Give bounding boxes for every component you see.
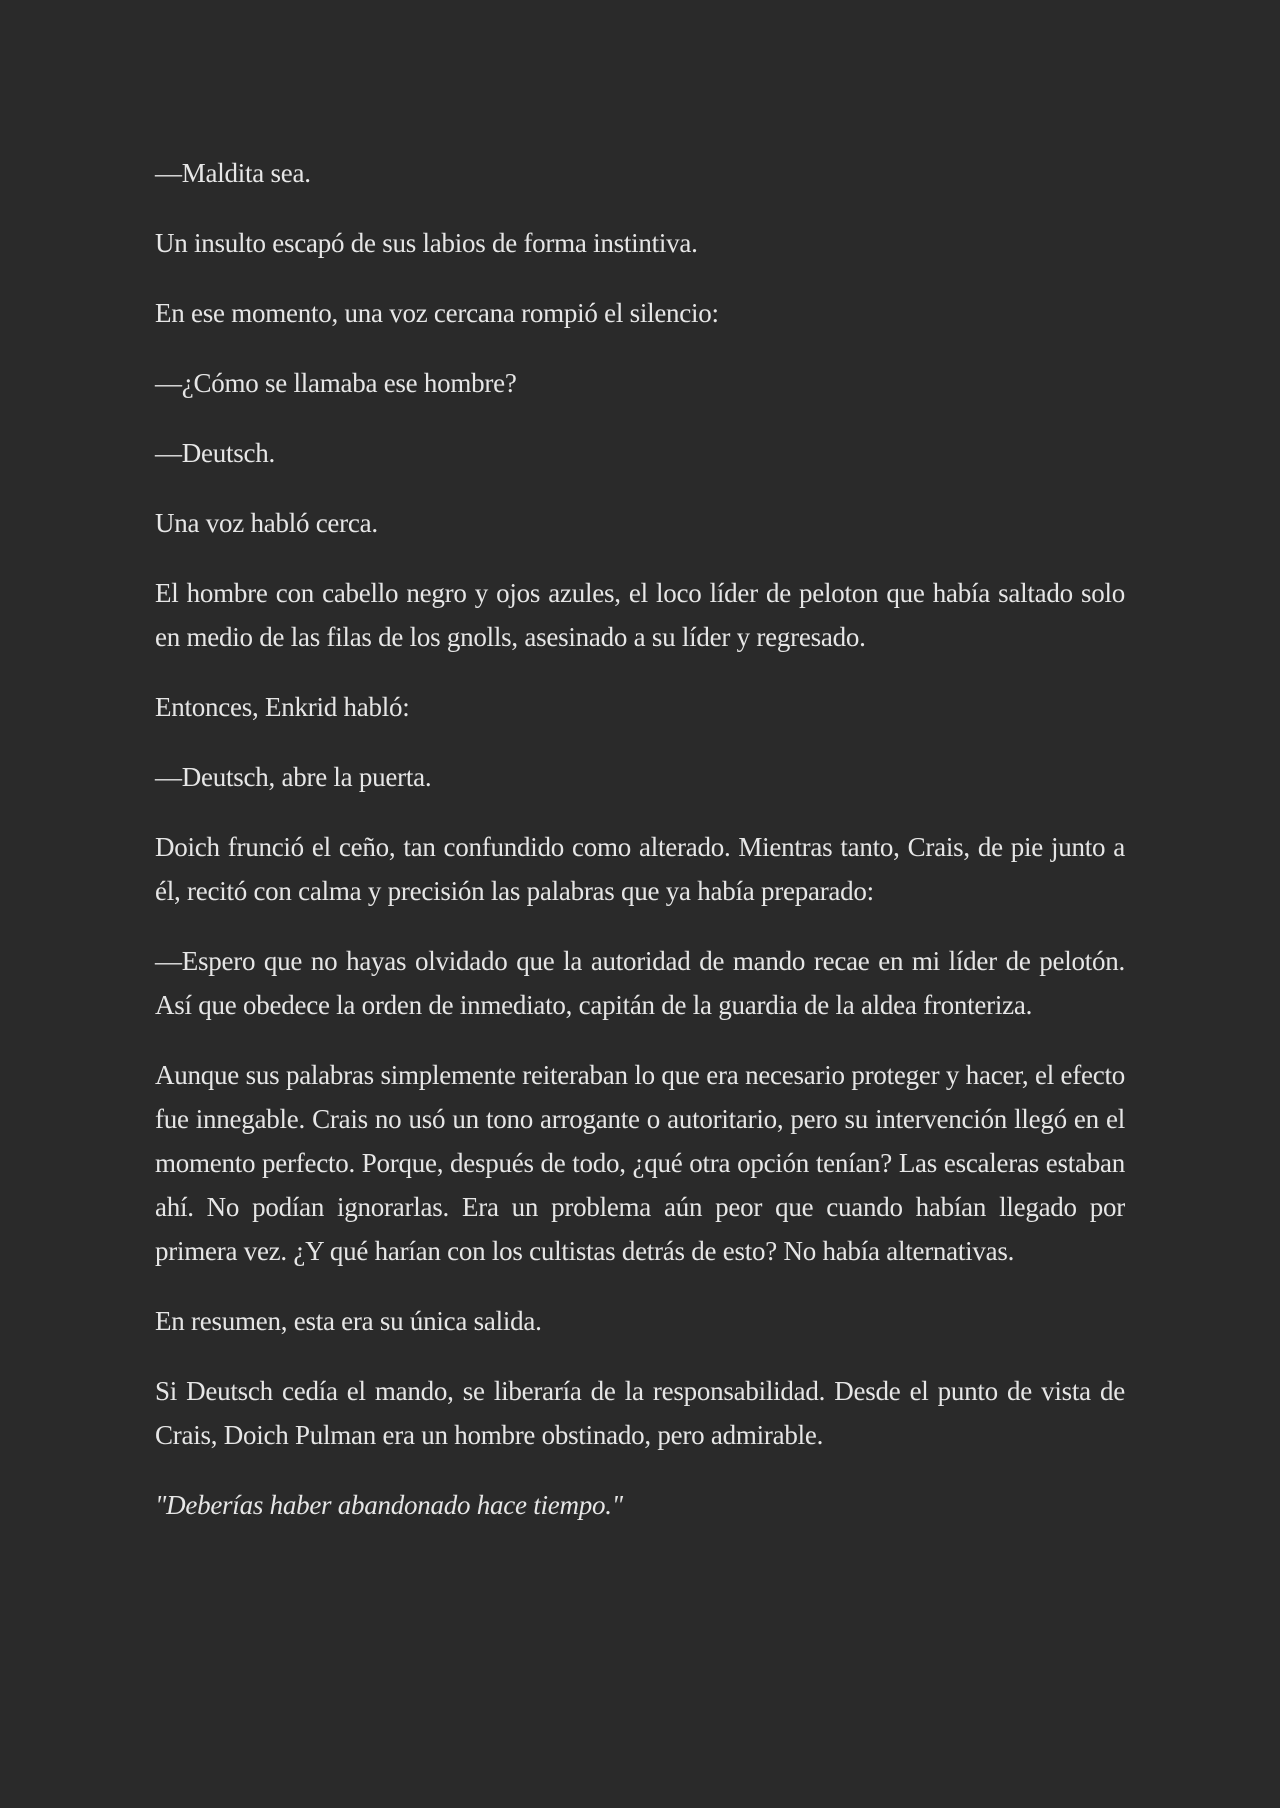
paragraph-deutsch-cede: Si Deutsch cedía el mando, se liberaría de la responsabilidad. Desde el punto de vista de Crais, Doich Pulman era un hombre obstinado, pero admirable.: [155, 1376, 1125, 1450]
paragraph-thought: "Deberías haber abandonado hace tiempo.": [155, 1490, 623, 1520]
paragraph-answer: —Deutsch.: [155, 438, 275, 468]
paragraph-open-door: —Deutsch, abre la puerta.: [155, 762, 432, 792]
paragraph-effect: Aunque sus palabras simplemente reiteraban lo que era necesario proteger y hacer, el efecto fue innegable. Crais no usó un tono arrogante o autoritario, pero su intervención llegó en el momento perfecto. Porque, después de todo, ¿qué otra opción tenían? Las escaleras estaban ahí. No podían ignorarlas. Era un problema aún peor que cuando habían llegado por primera vez. ¿Y qué harían con los cultistas detrás de esto? No había alternativas.: [155, 1060, 1125, 1266]
paragraph-curse: —Maldita sea.: [155, 158, 311, 188]
paragraph-question: —¿Cómo se llamaba ese hombre?: [155, 368, 517, 398]
paragraph-crais-order: —Espero que no hayas olvidado que la autoridad de mando recae en mi líder de pelotón. Así que obedece la orden de inmediato, capitán de la guardia de la aldea fronteriza.: [155, 946, 1125, 1020]
paragraph-voice: En ese momento, una voz cercana rompió el silencio:: [155, 298, 719, 328]
paragraph-doich-frown: Doich frunció el ceño, tan confundido como alterado. Mientras tanto, Crais, de pie junto a él, recitó con calma y precisión las palabras que ya había preparado:: [155, 832, 1125, 906]
paragraph-insult: Un insulto escapó de sus labios de forma instintiva.: [155, 228, 698, 258]
paragraph-voice-near: Una voz habló cerca.: [155, 508, 378, 538]
paragraph-enkrid-spoke: Entonces, Enkrid habló:: [155, 692, 410, 722]
paragraph-man-description: El hombre con cabello negro y ojos azules, el loco líder de peloton que había saltado solo en medio de las filas de los gnolls, asesinado a su líder y regresado.: [155, 578, 1125, 652]
paragraph-summary: En resumen, esta era su única salida.: [155, 1306, 542, 1336]
